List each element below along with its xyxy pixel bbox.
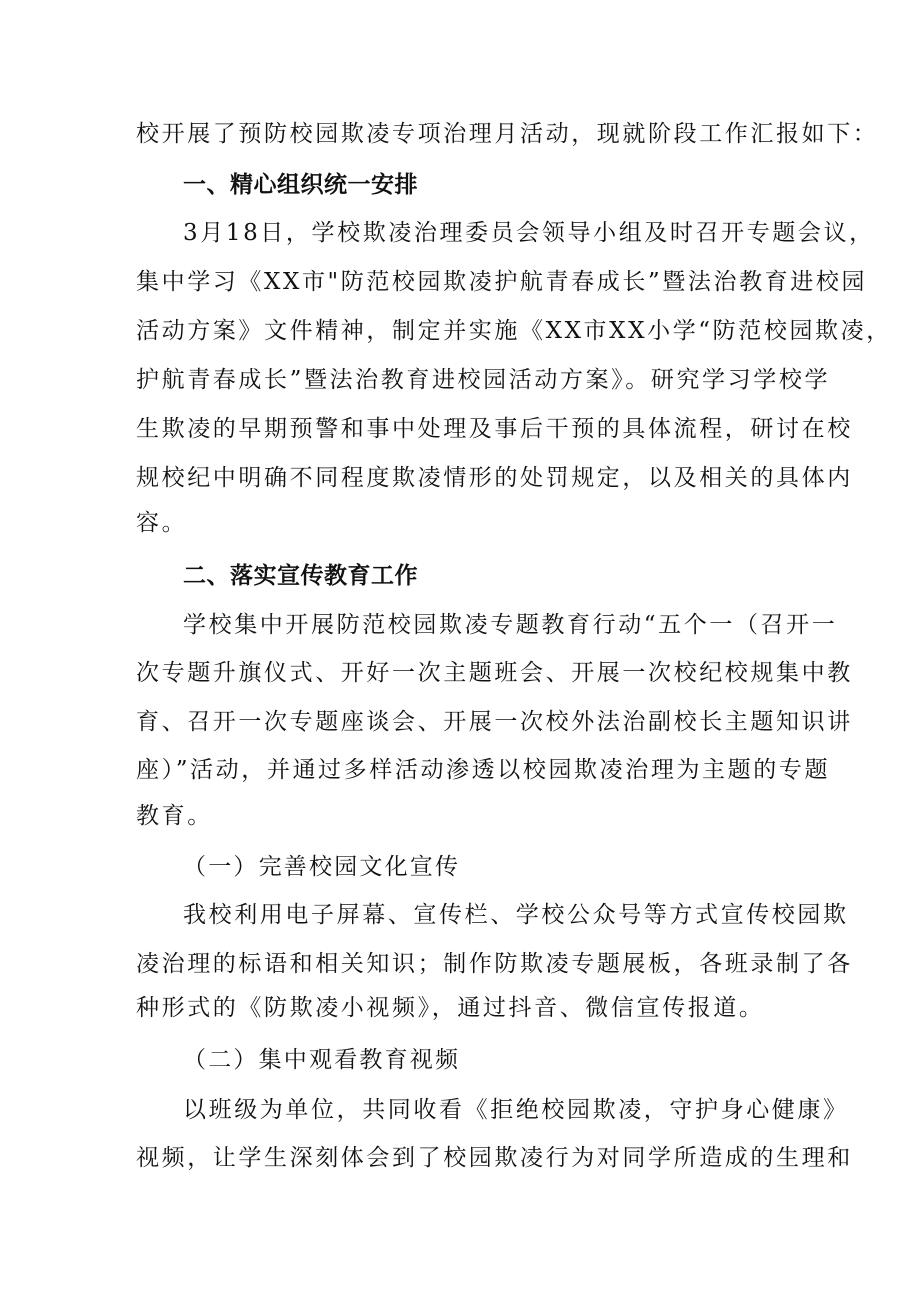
body-line: 次专题升旗仪式、开好一次主题班会、开展一次校纪校规集中教 [136,660,853,686]
body-line: 3月18日，学校欺凌治理委员会领导小组及时召开专题会议， [183,220,875,246]
body-line: 生欺凌的早期预警和事中处理及事后干预的具体流程，研讨在校 [136,416,853,442]
body-line: 教育。 [136,803,213,829]
body-line: 活动方案》文件精神，制定并实施《XX市XX小学“防范校园欺凌， [136,318,892,344]
section-heading-1: 一、精心组织统一安排 [183,172,418,198]
body-line: 以班级为单位，共同收看《拒绝校园欺凌，守护身心健康》 [183,1097,849,1123]
body-line: 种形式的《防欺凌小视频》，通过抖音、微信宣传报道。 [136,995,765,1021]
section-heading-2: 二、落实宣传教育工作 [183,563,418,589]
body-line: 视频，让学生深刻体会到了校园欺凌行为对同学所造成的生理和 [136,1145,853,1171]
body-line: 规校纪中明确不同程度欺凌情形的处罚规定，以及相关的具体内 [136,465,853,491]
body-line: 校开展了预防校园欺凌专项治理月活动，现就阶段工作汇报如下： [136,121,879,147]
body-line: 我校利用电子屏幕、宣传栏、学校公众号等方式宣传校园欺 [183,902,849,928]
body-line: 凌治理的标语和相关知识；制作防欺凌专题展板，各班录制了各 [136,951,853,977]
body-line: 学校集中开展防范校园欺凌专题教育行动“五个一（召开一 [183,612,838,638]
subsection-heading-2: （二）集中观看教育视频 [183,1047,461,1073]
body-line: 集中学习《XX市"防范校园欺凌护航青春成长”暨法治教育进校园 [136,269,868,295]
body-line: 护航青春成长”暨法治教育进校园活动方案》。研究学习学校学 [136,367,831,393]
body-line: 容。 [136,510,188,536]
subsection-heading-1: （一）完善校园文化宣传 [183,854,461,880]
body-line: 育、召开一次专题座谈会、开展一次校外法治副校长主题知识讲 [136,709,853,735]
body-line: 座）”活动，并通过多样活动渗透以校园欺凌治理为主题的专题 [136,757,831,783]
